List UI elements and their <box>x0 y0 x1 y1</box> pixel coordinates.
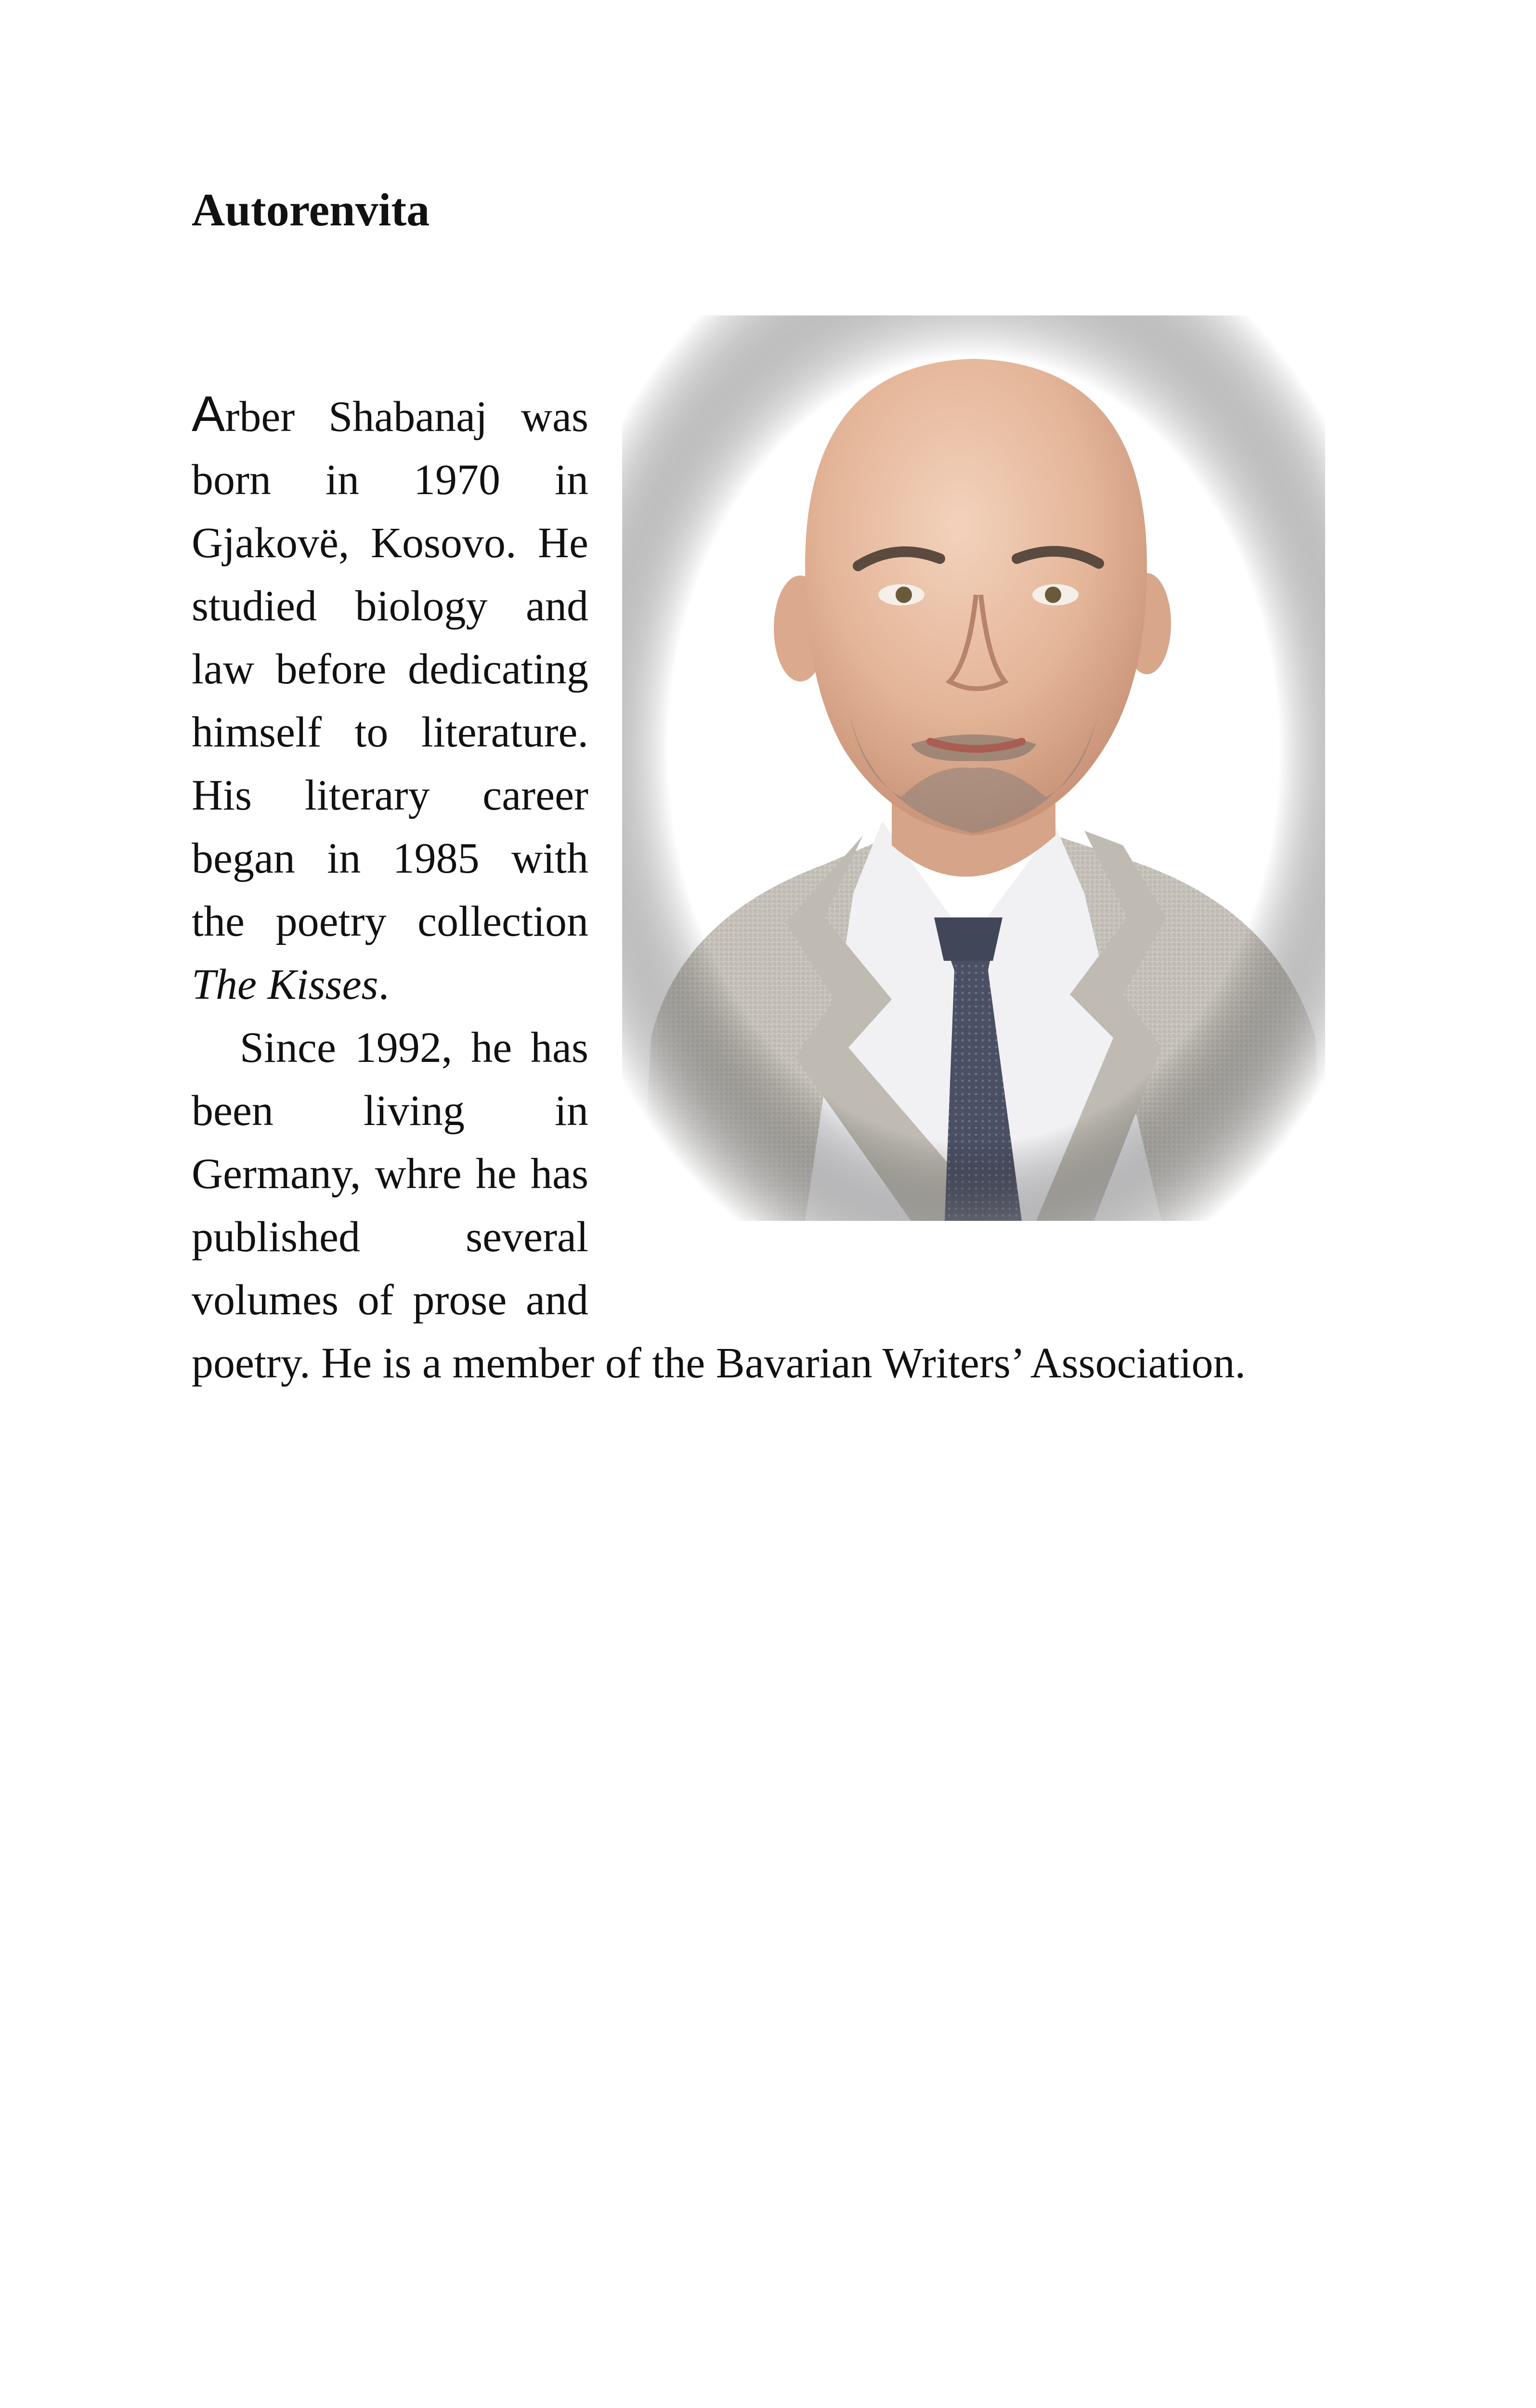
drop-cap: A <box>192 386 225 442</box>
bio-paragraph-2: Since 1992, he has been living in Germany, whre he has published several volumes of prose and poetry. He is a member of the Bavarian Writers’ Association. <box>192 1024 1246 1387</box>
bio-text-1-end: . <box>378 961 390 1008</box>
page-title: Autorenvita <box>192 184 430 236</box>
bio-text-1: rber Shabanaj was born in 1970 in Gjakovë, Kosovo. He studied biology and law before dedicating himself to literature. His literary career began in 1985 with the poetry collection <box>192 393 588 945</box>
book-title: The Kisses <box>192 961 378 1008</box>
author-portrait-image <box>622 315 1325 1221</box>
author-bio <box>192 383 1344 1395</box>
author-photo <box>641 383 1344 1288</box>
